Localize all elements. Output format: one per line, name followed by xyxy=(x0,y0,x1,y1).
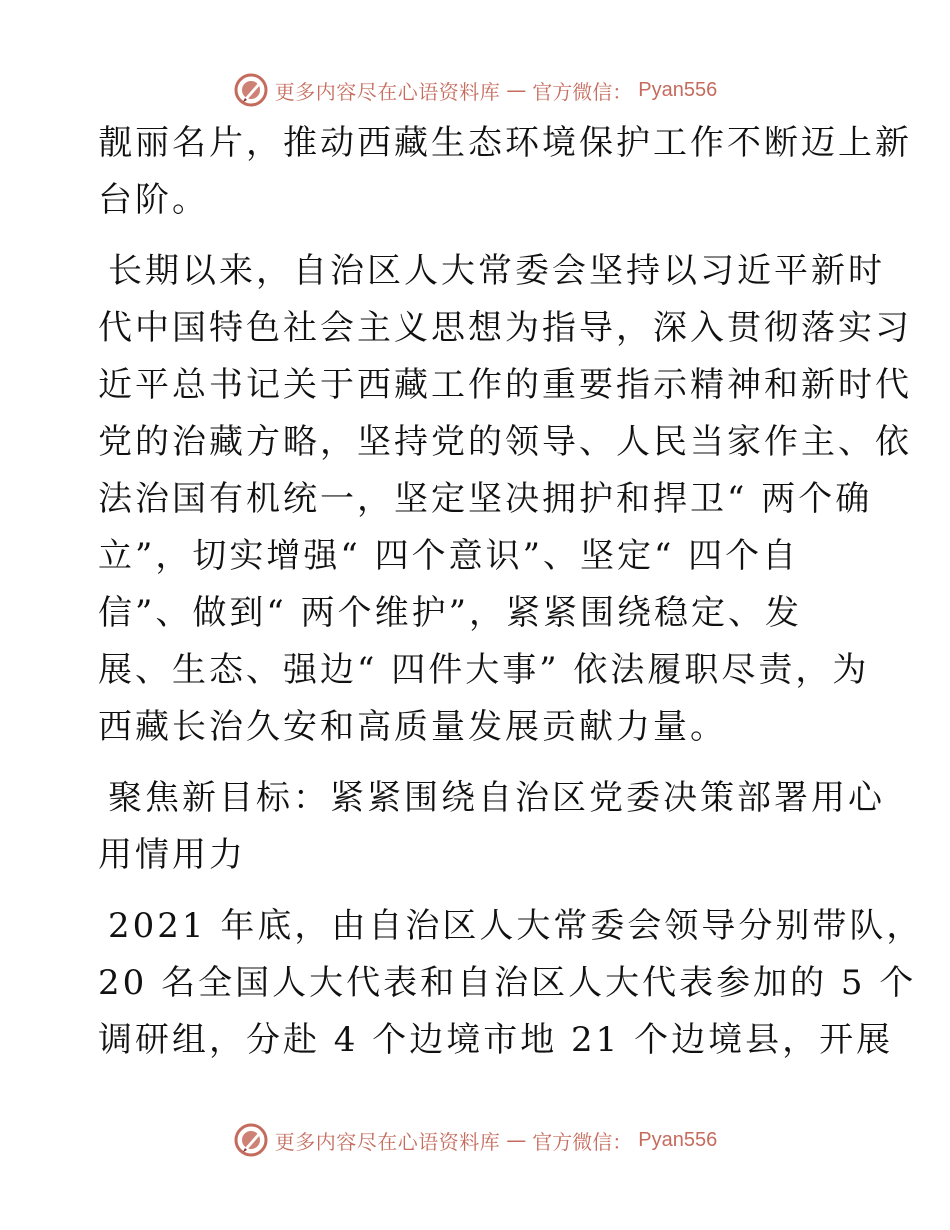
watermark-wechat-label: 官方微信： xyxy=(532,1129,633,1154)
page-header-watermark xyxy=(0,70,950,110)
text-line: 2021 年底，由自治区人大常委会领导分别带队， xyxy=(108,906,924,946)
pen-logo-icon xyxy=(233,1122,269,1158)
watermark-wechat-handle: Pyan556 xyxy=(638,78,718,101)
text-line: 用情用力 xyxy=(98,835,246,875)
page-footer-watermark xyxy=(0,1120,950,1160)
watermark-text: 更多内容尽在心语资料库 xyxy=(274,79,501,104)
text-line: 靓丽名片，推动西藏生态环境保护工作不断迈上新 xyxy=(98,123,912,163)
document-body xyxy=(98,115,924,1083)
paragraph xyxy=(98,243,912,756)
text-line: 西藏长治久安和高质量发展贡献力量。 xyxy=(98,707,727,747)
text-line: 信”、做到“ 两个维护”，紧紧围绕稳定、发 xyxy=(98,593,802,633)
watermark-separator: — xyxy=(506,1128,527,1152)
watermark-wechat-label: 官方微信： xyxy=(532,79,633,104)
text-line: 代中国特色社会主义思想为指导，深入贯彻落实习 xyxy=(98,308,912,348)
text-line: 展、生态、强边“ 四件大事” 依法履职尽责，为 xyxy=(98,650,870,690)
text-line: 法治国有机统一，坚定坚决拥护和捍卫“ 两个确 xyxy=(98,479,873,519)
paragraph xyxy=(98,115,912,229)
watermark-wechat-handle: Pyan556 xyxy=(638,1128,718,1151)
watermark-text: 更多内容尽在心语资料库 xyxy=(274,1129,501,1154)
text-line: 近平总书记关于西藏工作的重要指示精神和新时代 xyxy=(98,365,912,405)
watermark-separator: — xyxy=(506,78,527,102)
text-line: 台阶。 xyxy=(98,180,209,220)
text-line: 调研组，分赴 4 个边境市地 21 个边境县，开展 xyxy=(98,1020,894,1060)
text-line: 聚焦新目标：紧紧围绕自治区党委决策部署用心 xyxy=(108,778,885,818)
text-line: 长期以来，自治区人大常委会坚持以习近平新时 xyxy=(108,251,885,291)
pen-logo-icon xyxy=(233,72,269,108)
text-line: 立”，切实增强“ 四个意识”、坚定“ 四个自 xyxy=(98,536,800,576)
section-heading xyxy=(98,770,885,884)
text-line: 20 名全国人大代表和自治区人大代表参加的 5 个 xyxy=(98,963,917,1003)
text-line: 党的治藏方略，坚持党的领导、人民当家作主、依 xyxy=(98,422,912,462)
paragraph xyxy=(98,898,924,1069)
